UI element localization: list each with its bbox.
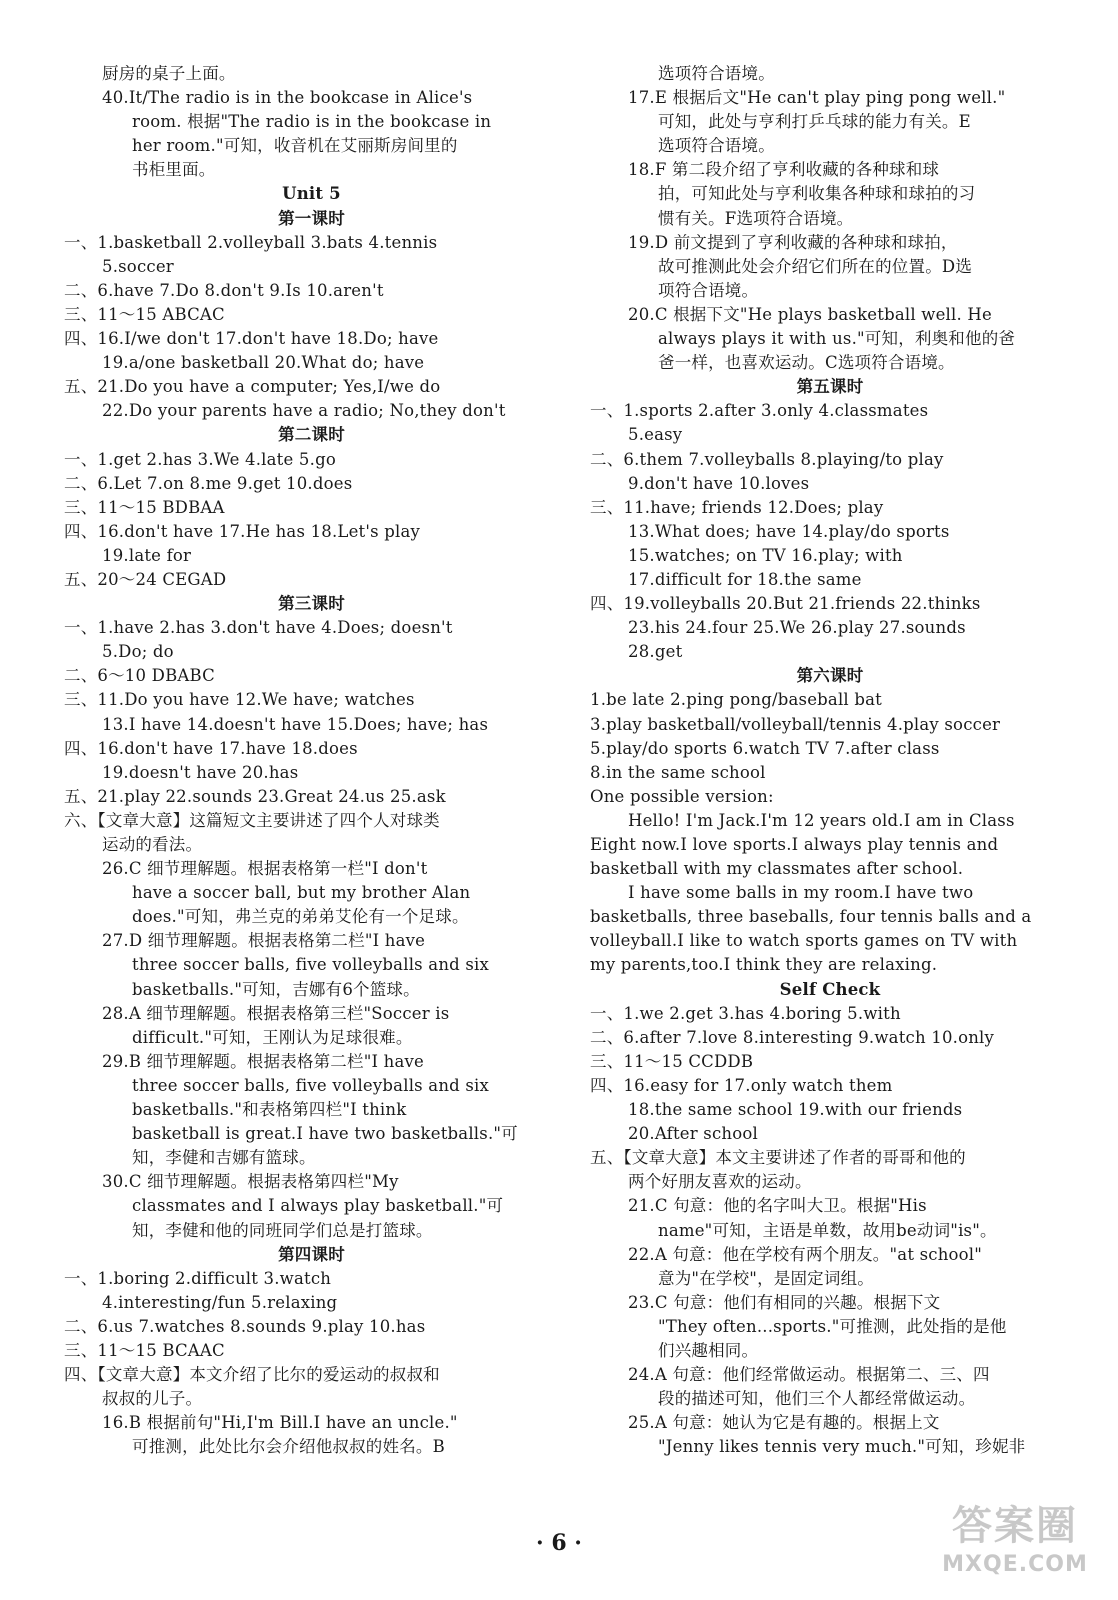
text-line: 27.D 细节理解题。根据表格第二栏"I have [102,931,426,951]
text-line: 三、11～15 BDBAA [64,497,225,517]
text-line: 爸一样，也喜欢运动。C选项符合语境。 [658,353,955,373]
text-line: Hello! I'm Jack.I'm 12 years old.I am in Class [628,810,1015,830]
text-line: 三、11.Do you have 12.We have; watches [64,690,415,710]
text-line: difficult."可知，王刚认为足球很难。 [132,1027,413,1047]
section-heading: 第一课时 [278,208,345,228]
text-line: 23.C 句意：他们有相同的兴趣。根据下文 [628,1292,941,1312]
watermark-url: MXQE.COM [942,1552,1088,1577]
text-line: 四、16.I/we don't 17.don't have 18.Do; have [64,329,439,349]
text-line: 四、16.don't have 17.have 18.does [64,738,358,758]
section-heading: 第五课时 [796,377,864,397]
text-line: 4.interesting/fun 5.relaxing [102,1292,338,1312]
text-line: 18.F 第二段介绍了亨利收藏的各种球和球 [628,160,940,180]
text-line: 13.What does; have 14.play/do sports [628,521,950,541]
text-line: 五、21.Do you have a computer; Yes,I/we do [64,377,441,397]
text-line: 一、1.boring 2.difficult 3.watch [64,1268,332,1288]
text-line: 五、21.play 22.sounds 23.Great 24.us 25.ask [64,786,446,806]
text-line: 21.C 句意：他的名字叫大卫。根据"His [628,1196,927,1216]
text-line: 29.B 细节理解题。根据表格第二栏"I have [102,1051,425,1071]
text-line: 28.get [628,642,683,662]
text-line: her room."可知，收音机在艾丽斯房间里的 [132,136,458,156]
text-line: 19.a/one basketball 20.What do; have [102,353,425,373]
text-line: 二、6～10 DBABC [64,666,215,686]
text-line: 3.play basketball/volleyball/tennis 4.play soccer [590,714,1001,734]
text-line: 段的描述可知，他们三个人都经常做运动。 [658,1389,976,1409]
text-line: my parents,too.I think they are relaxing. [590,955,938,975]
text-line: 8.in the same school [590,762,766,782]
text-line: 二、6.us 7.watches 8.sounds 9.play 10.has [64,1316,426,1336]
text-line: 可知，此处与亨利打乒乓球的能力有关。E [658,112,971,132]
text-line: does."可知，弗兰克的弟弟艾伦有一个足球。 [132,907,469,927]
text-line: 叔叔的儿子。 [102,1389,203,1409]
text-line: 9.don't have 10.loves [628,473,810,493]
text-line: 惯有关。F选项符合语境。 [658,208,854,228]
text-line: 四、19.volleyballs 20.But 21.friends 22.thinks [590,594,981,614]
text-line: I have some balls in my room.I have two [628,883,974,903]
text-line: name"可知，主语是单数，故用be动词"is"。 [658,1220,997,1240]
text-line: 知，李健和吉娜有篮球。 [132,1148,316,1168]
text-line: 们兴趣相同。 [658,1340,759,1360]
text-line: 20.After school [628,1124,758,1144]
text-line: basketball with my classmates after school. [590,859,964,879]
text-line: 5.Do; do [102,642,174,662]
text-line: Eight now.I love sports.I always play tennis and [590,835,999,854]
text-line: 四、16.easy for 17.only watch them [590,1075,893,1095]
text-line: 5.soccer [102,256,174,276]
text-line: 18.the same school 19.with our friends [628,1100,963,1120]
section-heading: Unit 5 [282,184,341,204]
text-line: 厨房的桌子上面。 [102,64,236,83]
section-heading: 第二课时 [278,425,345,445]
text-line: 1.be late 2.ping pong/baseball bat [590,690,882,710]
text-line: 选项符合语境。 [658,64,775,83]
watermark-logo [925,1500,1105,1592]
text-line: 二、6.have 7.Do 8.don't 9.Is 10.aren't [64,280,384,300]
text-line: 30.C 细节理解题。根据表格第四栏"My [102,1172,399,1192]
text-line: 故可推测此处会介绍它们所在的位置。D选 [658,256,973,276]
section-heading: 第三课时 [278,594,345,614]
text-line: 知，李健和他的同班同学们总是打篮球。 [132,1220,433,1240]
text-line: 19.D 前文提到了亨利收藏的各种球和球拍， [628,232,958,252]
text-line: have a soccer ball, but my brother Alan [132,883,471,903]
text-line: always plays it with us."可知，利奥和他的爸 [658,329,1016,349]
page-number: · 6 · [536,1530,582,1556]
text-line: 五、【文章大意】本文主要讲述了作者的哥哥和他的 [590,1148,966,1168]
text-line: 25.A 句意：她认为它是有趣的。根据上文 [628,1413,940,1433]
section-heading: 第六课时 [796,666,864,686]
text-line: 可推测，此处比尔会介绍他叔叔的姓名。B [132,1437,445,1457]
text-line: 项符合语境。 [658,280,759,300]
text-line: 16.B 根据前句"Hi,I'm Bill.I have an uncle." [102,1413,458,1433]
section-heading: 第四课时 [278,1244,345,1264]
text-line: 三、11～15 CCDDB [590,1051,754,1071]
text-line: 15.watches; on TV 16.play; with [628,545,903,565]
text-line: 28.A 细节理解题。根据表格第三栏"Soccer is [102,1003,450,1023]
text-line: "Jenny likes tennis very much."可知，珍妮非 [658,1437,1026,1457]
text-line: One possible version: [590,786,774,806]
text-line: 拍，可知此处与亨利收集各种球和球拍的习 [658,184,976,204]
text-line: 二、6.Let 7.on 8.me 9.get 10.does [64,473,353,493]
watermark-text: 答案圈 [952,1503,1078,1549]
text-line: 19.doesn't have 20.has [102,762,299,782]
text-line: 三、11～15 BCAAC [64,1340,225,1360]
text-line: 一、1.get 2.has 3.We 4.late 5.go [64,449,336,469]
right-column [590,62,1070,1459]
text-line: 17.E 根据后文"He can't play ping pong well." [628,88,1006,108]
text-line: 22.A 句意：他在学校有两个朋友。"at school" [628,1244,983,1264]
text-line: 一、1.have 2.has 3.don't have 4.Does; doesn't [64,618,453,638]
text-line: 三、11.have; friends 12.Does; play [590,497,884,517]
text-line: basketballs, three baseballs, four tennis balls and a [590,907,1032,927]
text-line: 一、1.we 2.get 3.has 4.boring 5.with [590,1003,901,1023]
text-line: 13.I have 14.doesn't have 15.Does; have; has [102,714,489,734]
text-line: "They often...sports."可推测，此处指的是他 [658,1316,1007,1336]
text-line: 20.C 根据下文"He plays basketball well. He [628,304,992,324]
text-line: 26.C 细节理解题。根据表格第一栏"I don't [102,859,428,879]
section-heading: Self Check [779,979,881,999]
text-line: 两个好朋友喜欢的运动。 [628,1172,812,1192]
text-line: 23.his 24.four 25.We 26.play 27.sounds [628,618,966,638]
text-line: 六、【文章大意】这篇短文主要讲述了四个人对球类 [64,810,440,830]
text-line: 书柜里面。 [132,160,216,180]
text-line: 一、1.sports 2.after 3.only 4.classmates [590,401,929,421]
text-line: three soccer balls, five volleyballs and six [132,955,490,975]
text-line: classmates and I always play basketball."可 [132,1196,504,1216]
text-line: 22.Do your parents have a radio; No,they don't [102,401,506,421]
text-line: 5.play/do sports 6.watch TV 7.after class [590,738,940,758]
text-line: 24.A 句意：他们经常做运动。根据第二、三、四 [628,1365,990,1385]
text-line: basketballs."可知，吉娜有6个篮球。 [132,979,420,999]
text-line: 一、1.basketball 2.volleyball 3.bats 4.tennis [64,232,438,252]
text-line: 四、16.don't have 17.He has 18.Let's play [64,521,421,541]
text-line: 五、20～24 CEGAD [64,569,227,589]
text-line: 5.easy [628,425,683,445]
text-line: 40.It/The radio is in the bookcase in Alice's [102,88,473,108]
text-line: basketballs."和表格第四栏"I think [132,1100,407,1120]
left-column [64,62,559,1459]
text-line: basketball is great.I have two basketballs."可 [132,1124,518,1144]
text-line: 选项符合语境。 [658,136,775,156]
text-line: 17.difficult for 18.the same [628,569,862,589]
text-line: 意为"在学校"，是固定词组。 [658,1268,874,1288]
text-line: room. 根据"The radio is in the bookcase in [132,112,492,132]
text-line: 19.late for [102,545,192,565]
text-line: 二、6.them 7.volleyballs 8.playing/to play [590,449,944,469]
text-line: three soccer balls, five volleyballs and six [132,1075,490,1095]
text-line: 运动的看法。 [102,835,203,854]
text-line: 三、11～15 ABCAC [64,304,225,324]
text-line: volleyball.I like to watch sports games on TV with [590,931,1018,951]
text-line: 四、【文章大意】本文介绍了比尔的爱运动的叔叔和 [64,1365,440,1385]
text-line: 二、6.after 7.love 8.interesting 9.watch 10.only [590,1027,995,1047]
